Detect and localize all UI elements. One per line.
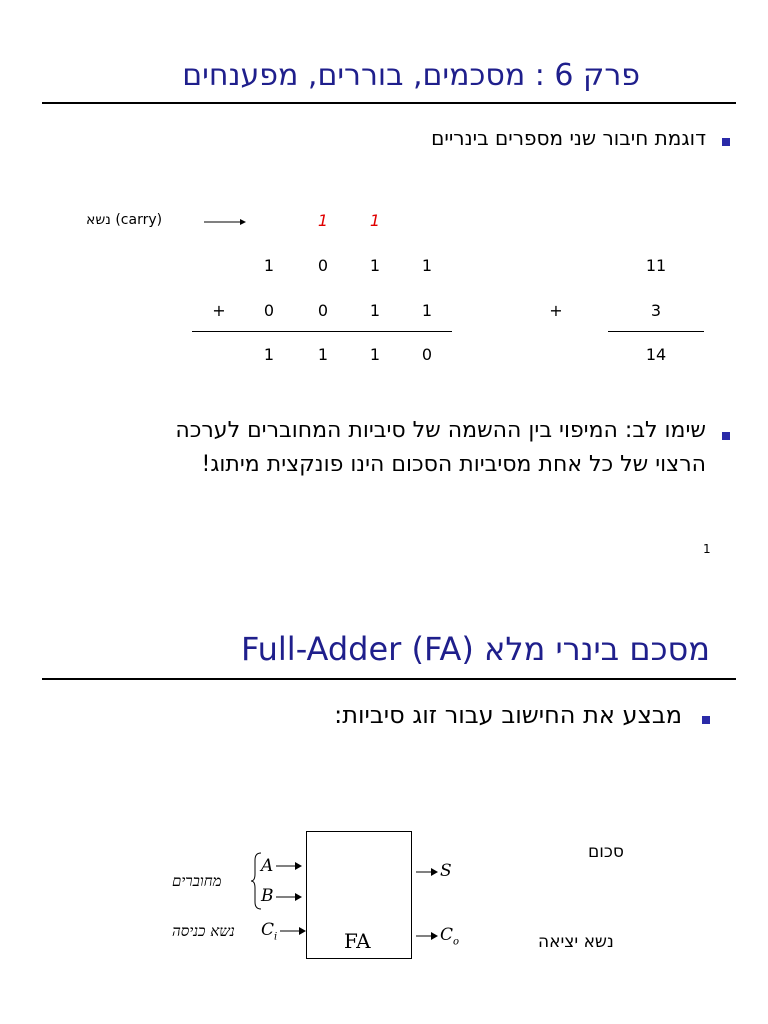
binary-digit: 0 bbox=[317, 301, 329, 320]
sum-caption: סכום bbox=[588, 842, 624, 862]
binary-digit: 1 bbox=[369, 256, 381, 275]
binary-digit: 1 bbox=[421, 256, 433, 275]
bullet-mapping-note-line1: שימו לב: המיפוי בין ההשמה של סיביות המחוברים לערכה bbox=[175, 418, 706, 443]
carry-digit: 1 bbox=[317, 211, 329, 230]
output-sum-arrow-icon bbox=[416, 866, 438, 878]
decimal-value: 11 bbox=[645, 256, 667, 275]
bullet-mapping-note-line2: הרצוי של כל אחת מסיביות הסכום הינו פונקצית מיתוג! bbox=[201, 452, 706, 477]
fa-block-label: FA bbox=[344, 929, 371, 953]
carry-label: נשא (carry) bbox=[86, 212, 163, 228]
binary-digit: 0 bbox=[263, 301, 275, 320]
input-b-arrow-icon bbox=[276, 891, 302, 903]
slide2-title-rule bbox=[42, 678, 736, 680]
carry-digit: 1 bbox=[369, 211, 381, 230]
binary-digit: 1 bbox=[263, 256, 275, 275]
plus-sign: + bbox=[549, 301, 563, 320]
binary-sum-line bbox=[192, 331, 452, 332]
bullet-marker bbox=[722, 432, 730, 440]
bullet-fa-description: מבצע את החישוב עבור זוג סיביות: bbox=[334, 701, 682, 729]
output-sum-label: S bbox=[440, 861, 452, 881]
binary-result-digit: 1 bbox=[263, 345, 275, 364]
input-a-label: A bbox=[261, 856, 274, 876]
input-b-label: B bbox=[261, 886, 274, 906]
slide1-title: פרק 6 : מסכמים, בוררים, מפענחים bbox=[182, 58, 640, 93]
decimal-value: 3 bbox=[650, 301, 662, 320]
carry-in-label: נשא כניסה bbox=[172, 922, 235, 940]
binary-digit: 1 bbox=[421, 301, 433, 320]
binary-digit: 1 bbox=[369, 301, 381, 320]
page-number: 1 bbox=[703, 542, 711, 556]
output-carry-arrow-icon bbox=[416, 930, 438, 942]
inputs-label: מחוברים bbox=[172, 872, 222, 890]
binary-result-digit: 0 bbox=[421, 345, 433, 364]
bullet-binary-addition: דוגמת חיבור שני מספרים בינריים bbox=[431, 126, 706, 150]
input-a-arrow-icon bbox=[276, 860, 302, 872]
carry-arrow-icon bbox=[204, 216, 246, 228]
slide1-title-rule bbox=[42, 102, 736, 104]
output-carry-label: $C_o$ bbox=[440, 925, 460, 948]
input-carry-label: $C_i$ bbox=[261, 920, 278, 943]
binary-result-digit: 1 bbox=[317, 345, 329, 364]
bullet-marker bbox=[722, 138, 730, 146]
binary-result-digit: 1 bbox=[369, 345, 381, 364]
carry-out-caption: נשא יציאה bbox=[538, 932, 614, 952]
binary-digit: 0 bbox=[317, 256, 329, 275]
bullet-marker bbox=[702, 716, 710, 724]
decimal-sum-line bbox=[608, 331, 704, 332]
slide2-title: מסכם בינרי מלא (Full-Adder (FA bbox=[240, 630, 710, 668]
decimal-result: 14 bbox=[645, 345, 667, 364]
plus-sign: + bbox=[212, 301, 226, 320]
input-carry-arrow-icon bbox=[280, 925, 306, 937]
